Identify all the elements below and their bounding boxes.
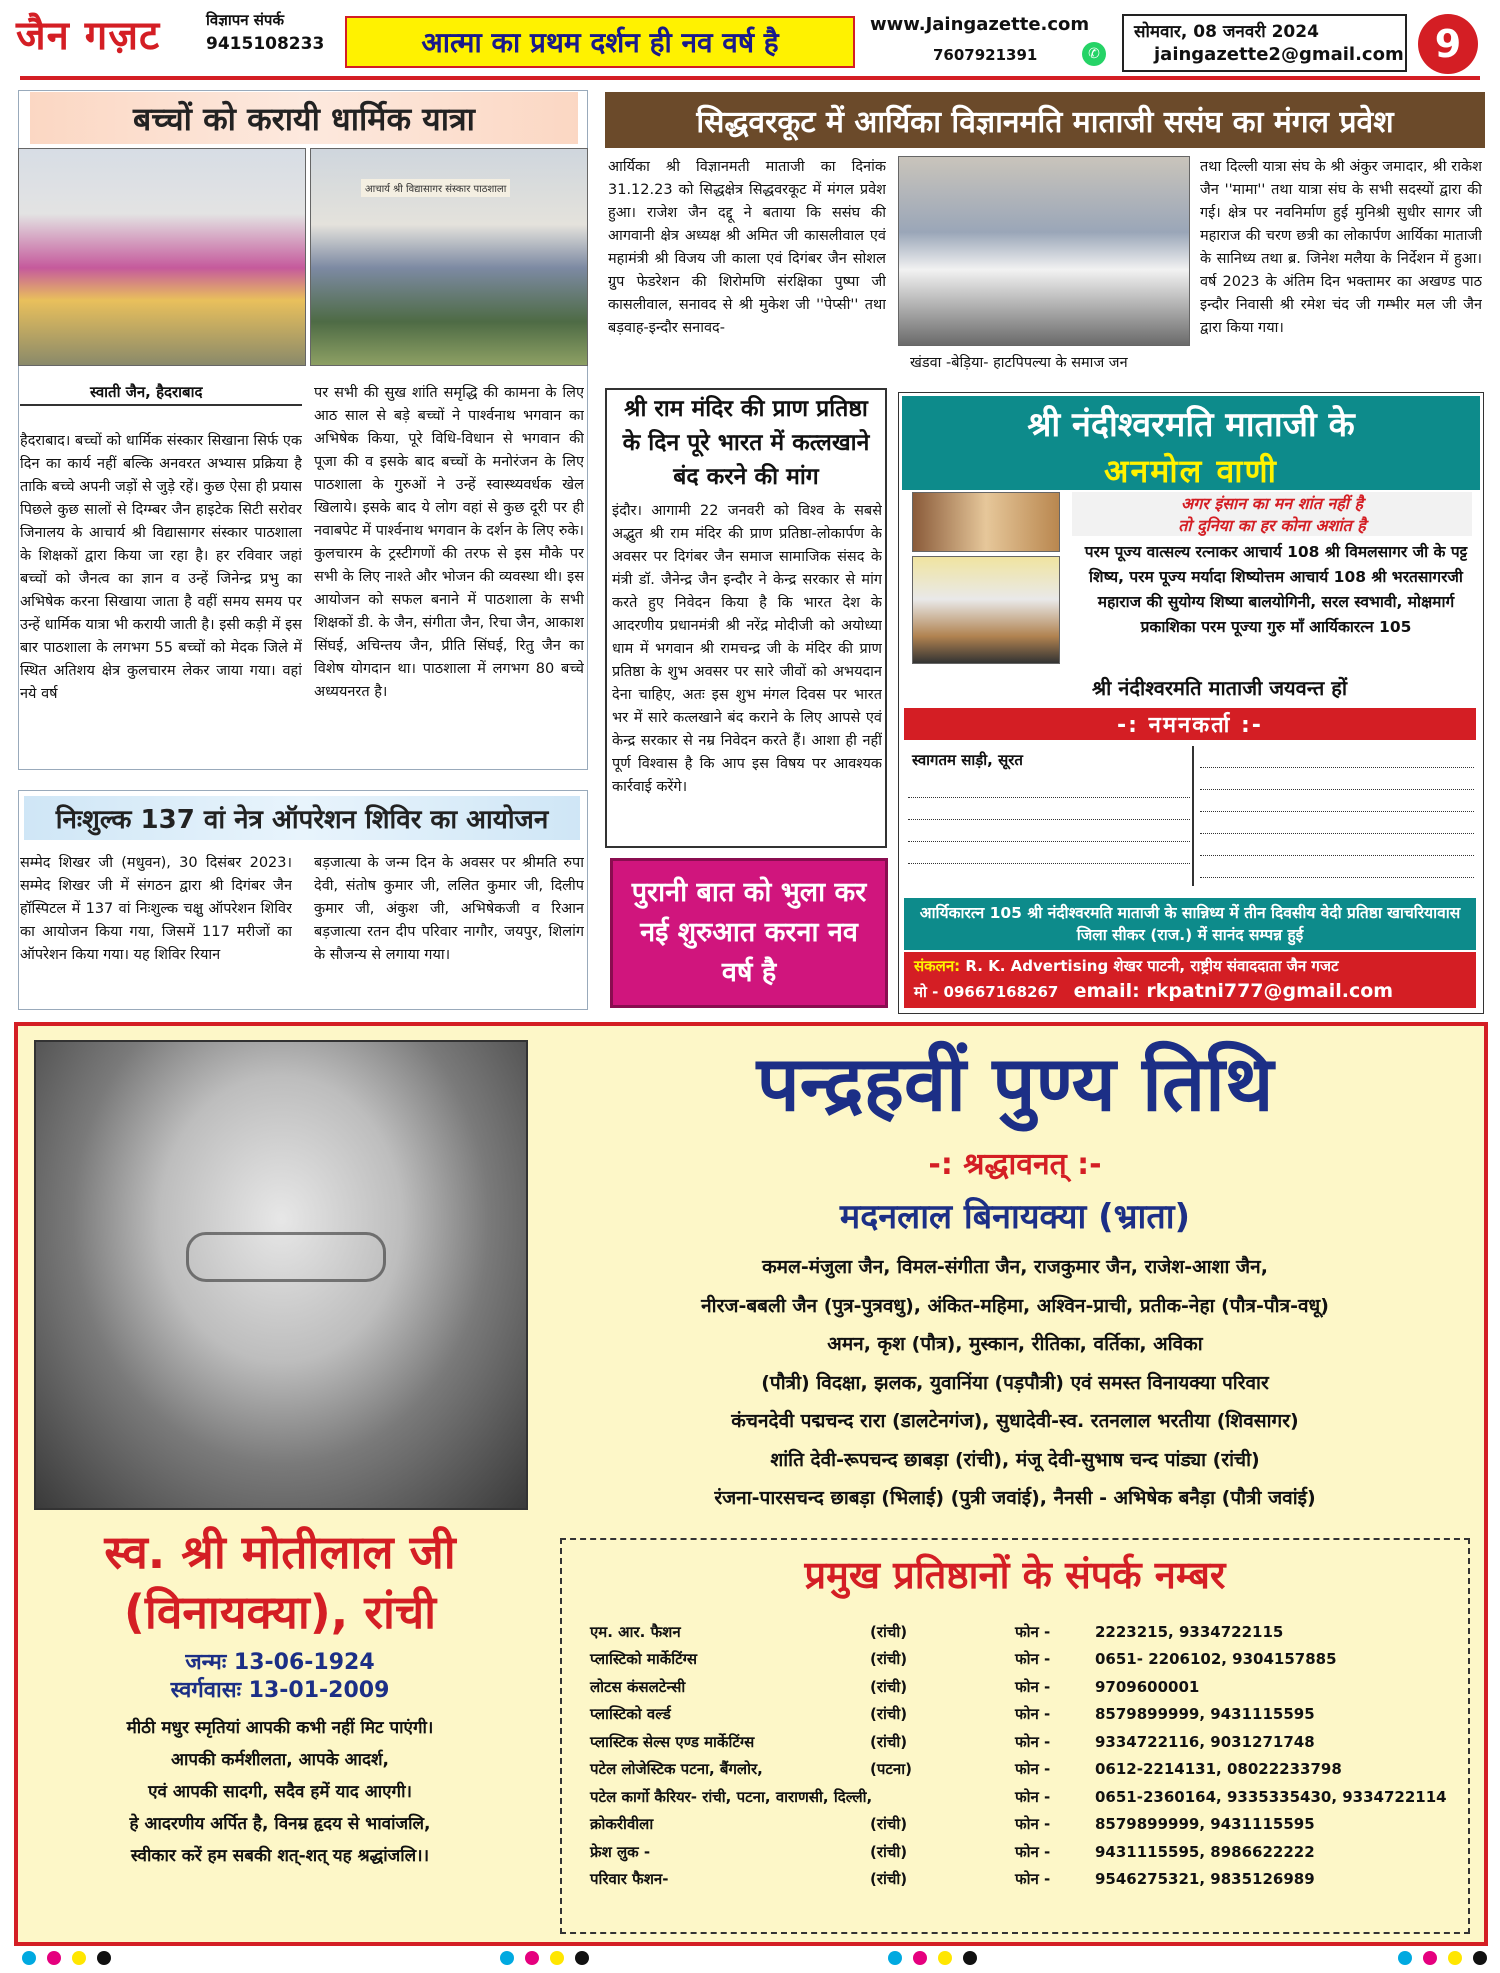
siddhvarkut-photo — [898, 156, 1190, 346]
contact-row — [590, 1866, 1450, 1894]
contact-name: प्लास्टिक सेल्स एण्ड मार्केटिंग्स — [590, 1732, 755, 1751]
contact-city: (रांची) — [870, 1705, 908, 1724]
contact-name: एम. आर. फैशन — [590, 1622, 681, 1641]
registration-dot — [525, 1951, 539, 1965]
registration-dot — [550, 1951, 564, 1965]
poem-line: आपकी कर्मशीलता, आपके आदर्श, — [170, 1750, 389, 1770]
contact-city: (रांची) — [870, 1842, 908, 1861]
contact-phone: 0612-2214131, 08022233798 — [1095, 1760, 1342, 1779]
contact-name: पटेल कार्गो कैरियर- रांची, पटना, वाराणसी, दिल्ली, — [590, 1787, 873, 1806]
registration-dot — [1398, 1951, 1412, 1965]
contact-name: परिवार फैशन- — [590, 1870, 669, 1889]
poem-line: एवं आपकी सादगी, सदैव हमें याद आएगी। — [148, 1782, 412, 1802]
slogan: आत्मा का प्रथम दर्शन ही नव वर्ष है — [421, 26, 779, 59]
registration-dot — [888, 1951, 902, 1965]
anmol-jayvant: श्री नंदीश्वरमति माताजी जयवन्त हों — [1092, 676, 1348, 700]
anmol-title: श्री नंदीश्वरमति माताजी के — [1027, 405, 1355, 445]
namankarta-right — [1200, 746, 1474, 886]
siddhvarkut-col-1: आर्यिका श्री विज्ञानमती माताजी का दिनांक 31.12.23 को सिद्धक्षेत्र सिद्धवरकूट में मंगल प्रवेश हुआ। राजेश जैन दद्दू ने बताया कि ससंघ की आगवानी क्षेत्र अध्यक्ष श्री अमित जी कासलीवाल एवं महामंत्री श्री विजय जी काला एवं दिगंबर जैन सोशल ग्रुप फेडरेशन की शिरोमणि संरक्षिका पुष्पा जी कासलीवाल, सनावद से श्री मुकेश जी ''पेप्सी'' तथा बड़वाह-इन्दौर सनावद- — [608, 159, 886, 336]
birth-date: जन्मः 13-06-1924 — [185, 1650, 375, 1675]
netra-col-2: बड़जात्या के जन्म दिन के अवसर पर श्रीमति रुपा देवी, संतोष कुमार जी, ललित कुमार जी, दिलीप कुमार जी, अंकुश जी, अभिषेकजी व रिआन बड़जात्या रतन दीप परिवार नागौर, जयपुर, शिलांग के सौजन्य से लगाया गया। — [314, 855, 584, 963]
contact-phone-label: फोन - — [1015, 1622, 1051, 1641]
maa-photo-small — [912, 492, 1060, 552]
quote-line-2: तो दुनिया का हर कोना अशांत है — [1178, 516, 1366, 535]
contact-name: लोटस कंसलटेन्सी — [590, 1677, 686, 1696]
yatra-headline-band — [30, 92, 578, 144]
siddhvarkut-col-3: तथा दिल्ली यात्रा संघ के श्री अंकुर जमादार, श्री राकेश जैन ''मामा'' तथा यात्रा संघ के सभी सदस्यों द्वारा की गई। क्षेत्र पर नवनिर्माण हुई मुनिश्री सुधीर सागर जी महाराज की चरण छत्री का लोकार्पण आर्यिका माताजी के सानिध्य तथा ब्र. जिनेश मलैया के निर्देशन में हुआ। वर्ष 2023 के अंतिम दिन भक्तामर का अखण्ड पाठ इन्दौर निवासी श्री रमेश चंद जी गम्भीर मल जी जैन द्वारा किया गया। — [1200, 159, 1482, 336]
contact-row — [590, 1673, 1450, 1701]
registration-marks-right — [1398, 1950, 1498, 1969]
contacts-table — [590, 1618, 1450, 1893]
registration-marks-left — [22, 1950, 122, 1969]
contact-name: प्लास्टिको मार्केटिंग्स — [590, 1650, 698, 1669]
contact-phone-label: फोन - — [1015, 1732, 1051, 1751]
ram-headline: श्री राम मंदिर की प्राण प्रतिष्ठा के दिन पूरे भारत में कत्लखाने बंद करने की मांग — [622, 396, 870, 490]
contact-phone-label: फोन - — [1015, 1760, 1051, 1779]
anmol-quote-box — [1072, 492, 1472, 536]
yatra-byline-rule — [20, 404, 302, 406]
registration-dot — [500, 1951, 514, 1965]
contact-row — [590, 1618, 1450, 1646]
anmol-news-line: आर्यिकारत्न 105 श्री नंदीश्वरमति माताजी के सान्निध्य में तीन दिवसीय वेदी प्रतिष्ठा खाचरियावास जिला सीकर (राज.) में सानंद सम्पन्न हुई — [919, 904, 1461, 944]
namankarta-line — [908, 842, 1190, 864]
contact-name: फ्रेश लुक - — [590, 1842, 651, 1861]
contact-city: (रांची) — [870, 1815, 908, 1834]
date-box — [1122, 14, 1407, 72]
contact-row — [590, 1728, 1450, 1756]
contact-city: (रांची) — [870, 1650, 908, 1669]
contact-phone-label: फोन - — [1015, 1842, 1051, 1861]
namankarta-first: स्वागतम साड़ी, सूरत — [912, 751, 1023, 769]
namankarta-line — [1200, 746, 1474, 768]
paper-name: जैन गज़ट — [16, 12, 161, 59]
sankalan-email[interactable]: email: rkpatni777@gmail.com — [1073, 980, 1394, 1002]
family-line: नीरज-बबली जैन (पुत्र-पुत्रवधु), अंकित-महिमा, अश्विन-प्राची, प्रतीक-नेहा (पौत्र-पौत्र-वधू) — [701, 1294, 1329, 1317]
yatra-photo-2 — [310, 148, 588, 366]
sankalan-label: संकलन: — [914, 957, 961, 975]
contact-phone: 9546275321, 9835126989 — [1095, 1870, 1315, 1889]
deceased-name-1: स्व. श्री मोतीलाल जी — [104, 1525, 456, 1579]
contact-phone: 9709600001 — [1095, 1677, 1200, 1696]
netra-headline: निःशुल्क 137 वां नेत्र ऑपरेशन शिविर का आयोजन — [55, 805, 549, 835]
namankarta-left — [908, 746, 1190, 886]
registration-dot — [1448, 1951, 1462, 1965]
registration-marks-mid — [500, 1950, 600, 1969]
yatra-photo-1 — [18, 148, 306, 366]
contact-phone-label: फोन - — [1015, 1705, 1051, 1724]
new-year-text: पुरानी बात को भुला कर नई शुरुआत करना नव वर्ष है — [631, 877, 867, 988]
contact-phone: 9334722116, 9031271748 — [1095, 1732, 1315, 1751]
tribute-poem — [40, 1712, 520, 1872]
sankalan-name: R. K. Advertising शेखर पाटनी, राष्ट्रीय संवाददाता जैन गजट — [965, 957, 1339, 975]
contact-phone-label: फोन - — [1015, 1815, 1051, 1834]
netra-col-1: सम्मेद शिखर जी (मधुवन), 30 दिसंबर 2023। सम्मेद शिखर जी में संगठन द्वारा श्री दिगंबर जैन हॉस्पिटल में 137 वां निःशुल्क चक्षु ऑपरेशन शिविर का आयोजन किया गया, जिसमें 117 मरीजों का ऑपरेशन किया गया। यह शिविर रियान — [20, 855, 292, 963]
family-line: अमन, कृश (पौत्र), मुस्कान, रीतिका, वर्तिका, अविका — [827, 1333, 1203, 1355]
anmol-subtitle: अनमोल वाणी — [1104, 451, 1278, 490]
contact-city: (रांची) — [870, 1622, 908, 1641]
contact-row — [590, 1701, 1450, 1729]
family-list — [560, 1248, 1470, 1518]
family-line: कमल-मंजुला जैन, विमल-संगीता जैन, राजकुमार जैन, राजेश-आशा जैन, — [762, 1256, 1268, 1278]
whatsapp-icon: ✆ — [1082, 42, 1106, 66]
contact-row — [590, 1811, 1450, 1839]
namankarta-line — [1200, 812, 1474, 834]
poem-line: हे आदरणीय अर्पित है, विनम्र हृदय से भावांजलि, — [129, 1814, 431, 1834]
deceased-name-2: (विनायक्या), रांची — [123, 1585, 437, 1639]
namankarta-line — [1200, 834, 1474, 856]
maa-photo-large — [912, 556, 1060, 664]
contact-name: प्लास्टिको वर्ल्ड — [590, 1705, 671, 1724]
siddhvarkut-headline-band — [605, 92, 1485, 148]
masthead-rule — [20, 76, 1480, 80]
contact-row — [590, 1756, 1450, 1784]
contact-phone: 0651-2360164, 9335335430, 9334722114 — [1095, 1787, 1447, 1806]
registration-dot — [938, 1951, 952, 1965]
registration-dot — [97, 1951, 111, 1965]
new-year-box — [610, 858, 888, 1008]
contact-phone-label: फोन - — [1015, 1677, 1051, 1696]
anmol-subtitle-band — [902, 450, 1480, 490]
namankarta-line — [908, 820, 1190, 842]
issue-date: सोमवार, 08 जनवरी 2024 — [1134, 22, 1319, 42]
family-line: रंजना-पारसचन्द छाबड़ा (भिलाई) (पुत्री जवांई), नैनसी - अभिषेक बनैड़ा (पौत्री जवांई) — [714, 1487, 1316, 1509]
contact-name: क्रोकरीवीला — [590, 1815, 654, 1834]
contact-city: (पटना) — [870, 1760, 913, 1779]
registration-marks-mid2 — [888, 1950, 988, 1969]
family-line: (पौत्री) विदक्षा, झलक, युवानिंया (पड़पौत्री) एवं समस्त विनायक्या परिवार — [761, 1371, 1269, 1394]
anmol-news-band — [904, 898, 1476, 950]
contact-phone: 2223215, 9334722115 — [1095, 1622, 1284, 1641]
sankalan-mobile: मो - 09667168267 — [914, 983, 1059, 1001]
contact-phone-label: फोन - — [1015, 1650, 1051, 1669]
family-line: शांति देवी-रूपचन्द छाबड़ा (रांची), मंजू देवी-सुभाष चन्द पांड्या (रांची) — [770, 1448, 1260, 1471]
registration-dot — [1423, 1951, 1437, 1965]
registration-dot — [47, 1951, 61, 1965]
namankarta-line — [908, 798, 1190, 820]
contact-phone-label: फोन - — [1015, 1787, 1051, 1806]
yatra-col-1: हैदराबाद। बच्चों को धार्मिक संस्कार सिखाना सिर्फ एक दिन का कार्य नहीं बल्कि अनवरत अभ्यास प्रक्रिया है ताकि बच्चे अपनी जड़ों से जुड़े रहें। कुछ ऐसा ही प्रयास पिछले कुछ सालों से दिग्म्बर जैन हाइटेक सिटी सरोवर जिनालय के आचार्य श्री विद्यासागर संस्कार पाठशाला के शिक्षकों द्वारा किया जा रहा है। हर रविवार जहां बच्चों को जैनत्व का ज्ञान व उन्हें जिनेन्द्र प्रभु का अभिषेक करना सिखाया जाता है वहीं समय समय पर उन्हें धार्मिक यात्रा भी करायी जाती है। इसी कड़ी में इस बार पाठशाला के लगभग 55 बच्चों को मेदक जिले में स्थित अतिशय क्षेत्र कुलचारम लेकर जाया गया। वहां नये वर्ष — [20, 433, 302, 702]
portrait-glasses — [186, 1232, 386, 1282]
sankalan-band — [904, 952, 1476, 1008]
yatra-col-2: पर सभी की सुख शांति समृद्धि की कामना के लिए आठ साल से बड़े बच्चों ने पार्श्वनाथ भगवान का अभिषेक किया, पूरे विधि-विधान से भगवान की पूजा की व इसके बाद बच्चों के मनोरंजन के लिए पाठशाला के गुरुओं ने उन्हें स्वास्थ्यवर्धक खेल खिलाये। इसके बाद ये लोग वहां से कुछ दूरी पर ही नवाबपेट में पार्श्वनाथ भगवान के दर्शन के लिए रुके। कुलचारम के ट्रस्टीगणों की तरफ से इस मौके पर सभी के लिए नाश्ते और भोजन की व्यवस्था थी। इस आयोजन को सफल बनाने में पाठशाला के सभी शिक्षकों डी. के जैन, संगीता जैन, रिचा जैन, आकाश सिंघई, अचिन्तय जैन, प्रीति सिंघई, रितु जैन का विशेष योगदान था। पाठशाला में लगभग 80 बच्चे अध्ययनरत है। — [314, 385, 584, 700]
deceased-portrait — [34, 1040, 528, 1510]
contact-row — [590, 1646, 1450, 1674]
shraddhavanat: -: श्रद्धावनत् :- — [928, 1147, 1102, 1182]
poem-line: मीठी मधुर स्मृतियां आपकी कभी नहीं मिट पाएंगी। — [126, 1718, 434, 1738]
quote-line-1: अगर इंसान का मन शांत नहीं है — [1181, 494, 1363, 513]
namankarta-label: -: नमनकर्ता :- — [1117, 713, 1263, 738]
punyatithi-title: पन्द्रहवीं पुण्य तिथि — [756, 1039, 1274, 1128]
contact-phone-label: फोन - — [1015, 1870, 1051, 1889]
contacts-title: प्रमुख प्रतिष्ठानों के संपर्क नम्बर — [804, 1553, 1226, 1597]
contact-city: (रांची) — [870, 1732, 908, 1751]
namankarta-line — [1200, 790, 1474, 812]
registration-dot — [22, 1951, 36, 1965]
contact-city: (रांची) — [870, 1870, 908, 1889]
registration-dot — [1473, 1951, 1487, 1965]
yatra-photo-sign: आचार्य श्री विद्यासागर संस्कार पाठशाला — [361, 179, 510, 197]
registration-dot — [72, 1951, 86, 1965]
ad-contact-phone: 9415108233 — [206, 34, 325, 54]
contact-row — [590, 1838, 1450, 1866]
siddhvarkut-headline: सिद्धवरकूट में आर्यिका विज्ञानमति माताजी ससंघ का मंगल प्रवेश — [696, 104, 1394, 140]
registration-dot — [913, 1951, 927, 1965]
yatra-headline: बच्चों को करायी धार्मिक यात्रा — [133, 99, 475, 138]
death-date: स्वर्गवासः 13-01-2009 — [170, 1678, 390, 1703]
registration-dot — [575, 1951, 589, 1965]
page-number: 9 — [1418, 14, 1478, 74]
contact-phone: 9431115595, 8986622222 — [1095, 1842, 1315, 1861]
ram-body: इंदौर। आगामी 22 जनवरी को विश्व के सबसे अद्भुत श्री राम मंदिर की प्राण प्रतिष्ठा-लोकार्पण के अवसर पर दिगंबर जैन समाज सामाजिक संसद के मंत्री डॉ. जैनेन्द्र जैन इन्दौर ने केन्द्र सरकार से मांग करते हुए निवेदन किया है कि भारत देश के आदरणीय प्रधानमंत्री श्री नरेंद्र मोदीजी को अयोध्या धाम में भगवान श्री रामचन्द्र जी के मंदिर की प्राण प्रतिष्ठा के शुभ अवसर पर सारे जीवों को अभयदान देना चाहिए, अतः इस शुभ मंगल दिवस पर भारत भर में सारे कत्लखाने बंद कराने के लिए आपसे एवं केन्द्र सरकार से नम्र निवेदन करते हैं। आशा ही नहीं पूर्ण विश्वास है कि आप इस विषय पर आवश्यक कार्रवाई करेंगे। — [612, 503, 882, 795]
family-line: कंचनदेवी पद्मचन्द रारा (डालटेनगंज), सुधादेवी-स्व. रतनलाल भरतीया (शिवसागर) — [731, 1410, 1299, 1432]
paper-email[interactable]: jaingazette2@gmail.com — [1154, 44, 1404, 65]
contact-city: (रांची) — [870, 1677, 908, 1696]
slogan-box — [345, 16, 855, 68]
masthead — [0, 0, 1500, 78]
yatra-byline: स्वाती जैन, हैदराबाद — [90, 383, 203, 401]
contact-name: पटेल लोजेस्टिक पटना, बैंगलोर, — [590, 1760, 763, 1779]
contact-phone: 8579899999, 9431115595 — [1095, 1815, 1315, 1834]
anmol-description: परम पूज्य वात्सल्य रत्नाकर आचार्य 108 श्री विमलसागर जी के पट्ट शिष्य, परम पूज्य मर्यादा शिष्योत्तम आचार्य 108 श्री भरतसागरजी महाराज की सुयोग्य शिष्या बालयोगिनी, सरल स्वभावी, मोक्षमार्ग प्रकाशिका परम पूज्या गुरु माँ आर्यिकारत्न 105 — [1084, 543, 1468, 636]
contact-phone: 8579899999, 9431115595 — [1095, 1705, 1315, 1724]
namankarta-line — [1200, 768, 1474, 790]
namankarta-divider — [1192, 746, 1194, 886]
siddhvarkut-photo-caption: खंडवा -बेड़िया- हाटपिपल्या के समाज जन — [910, 355, 1128, 371]
contact-phone: 0651- 2206102, 9304157885 — [1095, 1650, 1337, 1669]
netra-headline-band — [24, 796, 580, 840]
ad-contact-label: विज्ञापन संपर्क — [206, 11, 284, 29]
poem-line: स्वीकार करें हम सबकी शत्-शत् यह श्रद्धांजलि।। — [130, 1846, 430, 1866]
contact-row — [590, 1783, 1450, 1811]
namankarta-line — [1200, 856, 1474, 878]
registration-dot — [963, 1951, 977, 1965]
namankarta-band — [904, 708, 1476, 740]
website[interactable]: www.Jaingazette.com — [870, 14, 1090, 35]
main-name: मदनलाल बिनायक्या (भ्राता) — [839, 1197, 1191, 1237]
anmol-title-band — [902, 396, 1480, 450]
namankarta-line — [908, 776, 1190, 798]
whatsapp-phone: 7607921391 — [933, 46, 1038, 64]
